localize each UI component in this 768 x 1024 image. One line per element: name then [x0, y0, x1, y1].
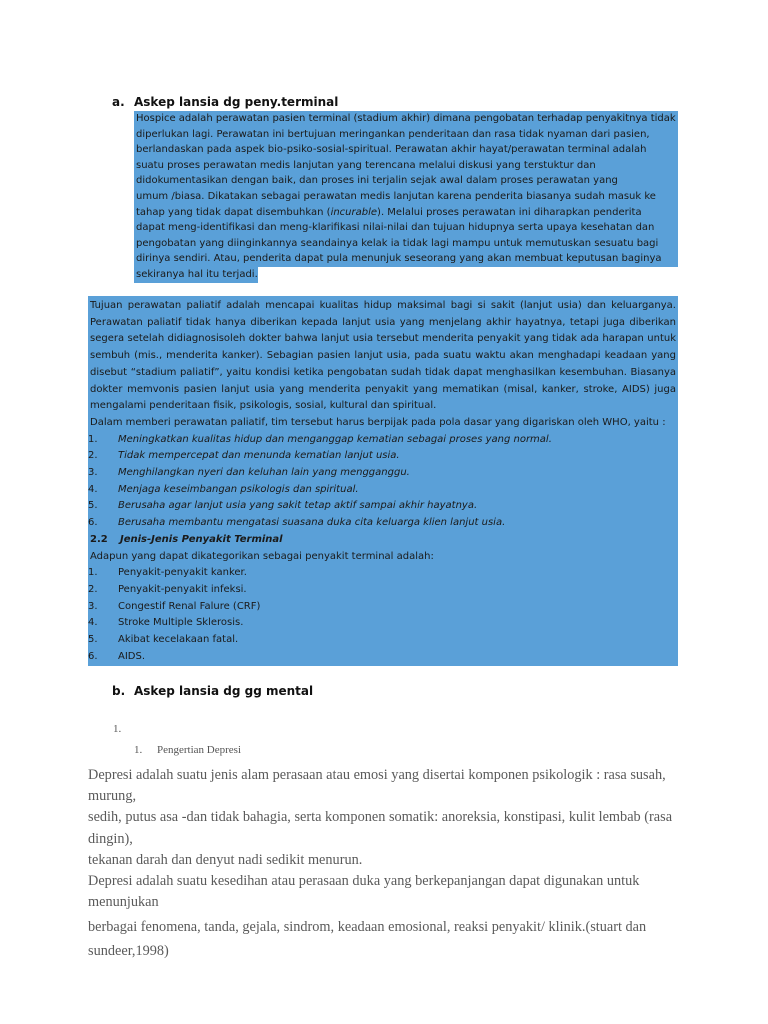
list-number: 6. — [88, 517, 98, 529]
list-item — [88, 515, 678, 532]
list-item — [88, 465, 678, 482]
list-number: 6. — [88, 650, 98, 662]
list-number: 4. — [88, 483, 98, 495]
list-item — [88, 599, 678, 616]
list-item — [88, 432, 678, 449]
subsection-number: 2.2 — [90, 533, 108, 545]
hospice-line: didokumentasikan dengan baik, dan proses ini terjalin sejak awal dalam proses perawatan yang — [134, 173, 678, 189]
paragraph-line: sedih, putus asa -dan tidak bahagia, serta komponen somatik: anoreksia, konstipasi, kulit lembab (rasa dingin), — [88, 809, 673, 847]
list-item — [88, 498, 678, 515]
section-b-letter: b. — [112, 684, 126, 698]
hospice-line: pengobatan yang diinginkannya seandainya kelak ia tidak lagi mampu untuk memutuskan sesuatu bagi — [134, 236, 678, 252]
paliatif-block — [88, 296, 678, 666]
list-item — [88, 649, 678, 666]
list-text: Penyakit-penyakit infeksi. — [118, 583, 247, 595]
list-text: Penyakit-penyakit kanker. — [118, 567, 247, 579]
list-number: 4. — [88, 617, 98, 629]
subheading-depresi: Pengertian Depresi — [157, 744, 241, 756]
list-text: Berusaha agar lanjut usia yang sakit tetap aktif sampai akhir hayatnya. — [118, 500, 478, 512]
hospice-line: tahap yang tidak dapat disembuhkan (incurable). Melalui proses perawatan ini diharapkan penderita — [134, 205, 678, 221]
list-number: 3. — [88, 467, 98, 479]
list-text: Menghilangkan nyeri dan keluhan lain yang mengganggu. — [118, 467, 410, 479]
hospice-paragraph — [134, 111, 678, 283]
list-number: 3. — [88, 600, 98, 612]
paliatif-line: Tujuan perawatan paliatif adalah mencapai kualitas hidup maksimal bagi si sakit (lanjut usia) dan keluarganya. — [90, 300, 676, 311]
section-b-title: Askep lansia dg gg mental — [134, 684, 314, 698]
paliatif-line: segera setelah didiagnosisoleh dokter bahwa lanjut usia tersebut menderita penyakit yang tidak ada harapan untuk — [90, 333, 676, 345]
list-text: Stroke Multiple Sklerosis. — [118, 617, 244, 629]
subsection-title: Jenis-Jenis Penyakit Terminal — [120, 533, 283, 545]
list-item — [88, 565, 678, 582]
hospice-line: Hospice adalah perawatan pasien terminal (stadium akhir) dimana pengobatan terhadap penyakitnya tidak — [134, 111, 678, 127]
hospice-line: sekiranya hal itu terjadi. — [134, 267, 258, 283]
list-item — [88, 582, 678, 599]
list-item — [88, 448, 678, 465]
list-text: Akibat kecelakaan fatal. — [118, 634, 239, 646]
list-number: 2. — [88, 583, 98, 595]
hospice-line: dapat meng-identifikasi dan meng-klarifikasi nilai-nilai dan tujuan hidupnya serta upaya kesehatan dan — [134, 220, 678, 236]
section-b-heading — [112, 684, 313, 698]
hospice-line: berlandaskan pada aspek bio-psiko-sosial-spiritual. Perawatan akhir hayat/perawatan terminal adalah — [134, 142, 678, 158]
paragraph-line: Depresi adalah suatu kesedihan atau perasaan duka yang berkepanjangan dapat digunakan untuk menunjukan — [88, 873, 640, 911]
list-item — [88, 615, 678, 632]
paragraph-line: tekanan darah dan denyut nadi sedikit menurun. — [88, 851, 363, 868]
paliatif-line: sembuh (mis., menderita kanker). Sebagian pasien lanjut usia, pada suatu waktu akan menghadapi keadaan yang — [90, 350, 676, 362]
hospice-line: umum /biasa. Dikatakan sebagai perawatan medis lanjutan karena penderita biasanya sudah masuk ke — [134, 189, 678, 205]
list-text: Menjaga keseimbangan psikologis dan spiritual. — [118, 483, 359, 495]
section-a-title: Askep lansia dg peny.terminal — [134, 95, 339, 109]
paragraph-line: sundeer,1998) — [88, 943, 169, 960]
list-number: 5. — [88, 634, 98, 646]
list-text: Congestif Renal Falure (CRF) — [118, 600, 261, 612]
paliatif-line: dokter memvonis pasien lanjut usia yang menderita penyakit yang mematikan (misal, kanker, stroke, AIDS) juga — [90, 383, 676, 395]
section-a-heading — [112, 95, 338, 109]
inner-list-number: 1. — [134, 744, 143, 756]
paragraph-line: Depresi adalah suatu jenis alam perasaan atau emosi yang disertai komponen psikologik : rasa susah, murung, — [88, 767, 666, 805]
who-intro: Dalam memberi perawatan paliatif, tim tersebut harus berpijak pada pola dasar yang digariskan oleh WHO, yaitu : — [90, 416, 666, 428]
list-number: 1. — [88, 567, 98, 579]
hospice-line: diperlukan lagi. Perawatan ini bertujuan meringankan penderitaan dan rasa tidak nyaman dari pasien, — [134, 127, 678, 143]
list-number: 2. — [88, 450, 98, 462]
hospice-line: dirinya sendiri. Atau, penderita dapat pula menunjuk seseorang yang akan membuat keputusan baginya — [134, 251, 678, 267]
incurable-term: incurable — [330, 206, 378, 218]
paragraph-line: berbagai fenomena, tanda, gejala, sindrom, keadaan emosional, reaksi penyakit/ klinik.(stuart dan — [88, 919, 647, 936]
subsection-intro: Adapun yang dapat dikategorikan sebagai penyakit terminal adalah: — [90, 550, 434, 562]
list-text: Berusaha membantu mengatasi suasana duka cita keluarga klien lanjut usia. — [118, 517, 506, 529]
list-item — [88, 482, 678, 499]
depresi-paragraph-1 — [88, 765, 688, 961]
list-text: AIDS. — [118, 650, 146, 662]
paliatif-line: mengalami penderitaan fisik, psikologis, sosial, kultural dan spiritual. — [90, 400, 437, 412]
list-text: Meningkatkan kualitas hidup dan menganggap kematian sebagai proses yang normal. — [118, 433, 552, 445]
paliatif-line: Perawatan paliatif tidak hanya diberikan kepada lanjut usia yang menjelang akhir hayatnya, tetapi juga diberikan — [90, 316, 676, 328]
list-text: Tidak mempercepat dan menunda kematian lanjut usia. — [118, 450, 400, 462]
hospice-line: suatu proses perawatan medis lanjutan yang terencana melalui diskusi yang terstuktur dan — [134, 158, 678, 174]
list-number: 1. — [88, 433, 98, 445]
outer-list-number: 1. — [113, 723, 122, 735]
section-a-letter: a. — [112, 95, 125, 109]
paliatif-line: disebut “stadium paliatif”, yaitu kondisi ketika pengobatan sudah tidak dapat menghasilkan kesembuhan. Biasanya — [90, 366, 676, 378]
list-item — [88, 632, 678, 649]
list-number: 5. — [88, 500, 98, 512]
subsection-heading — [88, 532, 678, 549]
